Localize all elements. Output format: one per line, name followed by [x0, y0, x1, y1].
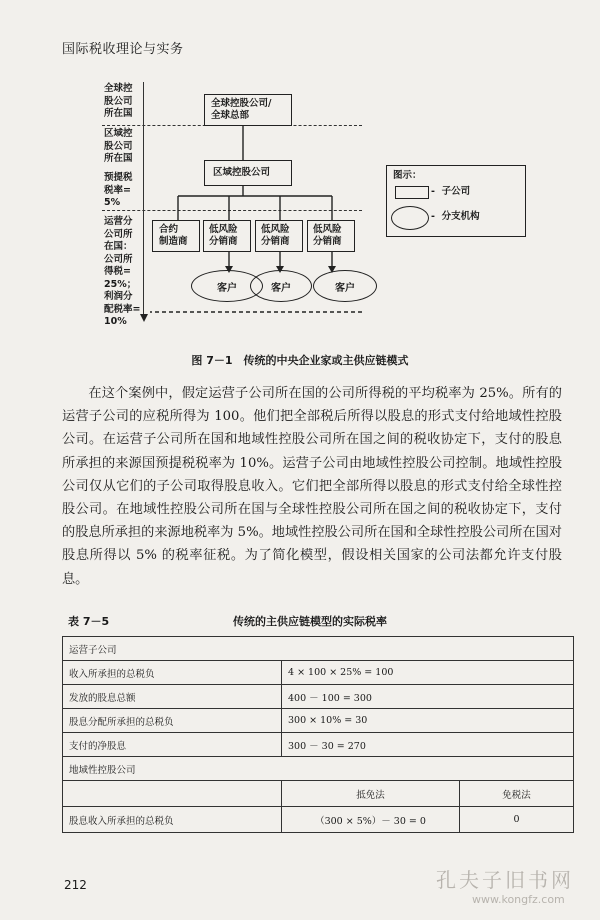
- side-label-withholding: 预提税 税率= 5%: [104, 172, 133, 208]
- table-header-cell: [63, 781, 282, 807]
- table-row: [63, 661, 574, 685]
- table-cell: 300 × 10% = 30: [282, 709, 574, 733]
- table-cell: 400 － 100 = 300: [282, 685, 574, 709]
- table-cell: 0: [460, 807, 574, 833]
- table-header-cell: 免税法: [460, 781, 574, 807]
- legend-oval-label: - 分支机构: [431, 211, 480, 222]
- table-cell: 股息收入所承担的总税负: [63, 807, 282, 833]
- table-number: 表 7－5: [68, 615, 110, 628]
- table-row: [63, 733, 574, 757]
- table-section-header: 运营子公司: [63, 637, 574, 661]
- running-header: 国际税收理论与实务: [62, 42, 184, 57]
- table-row: [63, 757, 574, 781]
- figure-legend: [386, 165, 526, 237]
- body-paragraph: 在这个案例中，假定运营子公司所在国的公司所得税的平均税率为 25%。所有的运营子公司的应税所得为 100。他们把全部税后所得以股息的形式支付给地域性控股公司。在运营子公司所在国和地域性控股公司所在国之间的税收协定下，支付的股息所承担的来源国预提税税率为 10%。运营子公司由地域性控股公司控制。地域性控股公司仅从它们的子公司取得股息收入。它们把全部所得以股息的形式支付给全球性控股公司。在地域性控股公司所在国与全球性控股公司所在国之间的税收协定下，支付的股息所承担的来源地税率为 5%。地域性控股公司所在国和全球性控股公司所在国对股息所得以 5% 的税率征税。为了简化模型，假设相关国家的公司法都允许支付股息。: [62, 386, 562, 587]
- watermark-url: www.kongfz.com: [472, 893, 565, 906]
- table-cell: 4 × 100 × 25% = 100: [282, 661, 574, 685]
- legend-oval-swatch: [391, 206, 429, 230]
- page-number: 212: [64, 878, 87, 892]
- table-header-cell: 抵免法: [282, 781, 460, 807]
- subsidiary-box: 低风险 分销商: [255, 220, 303, 252]
- table-cell: （300 × 5%）－ 30 = 0: [282, 807, 460, 833]
- tax-rate-table: [62, 636, 574, 833]
- table-cell: 发放的股息总额: [63, 685, 282, 709]
- customer-oval: 客户: [191, 270, 263, 302]
- legend-rect-swatch: [395, 186, 429, 199]
- table-cell: 支付的净股息: [63, 733, 282, 757]
- table-cell: 收入所承担的总税负: [63, 661, 282, 685]
- subsidiary-box: 低风险 分销商: [307, 220, 355, 252]
- customer-oval: 客户: [313, 270, 377, 302]
- hq-box: 全球控股公司/ 全球总部: [204, 94, 292, 126]
- legend-title: 图示：: [393, 170, 422, 181]
- subsidiary-box: 合约 制造商: [152, 220, 200, 252]
- side-label-global: 全球控 股公司 所在国: [104, 83, 133, 119]
- subsidiary-box: 低风险 分销商: [203, 220, 251, 252]
- table-row: [63, 685, 574, 709]
- table-row: [63, 807, 574, 833]
- customer-oval: 客户: [250, 270, 312, 302]
- table-cell: 股息分配所承担的总税负: [63, 709, 282, 733]
- regional-holding-box: 区域控股公司: [204, 160, 292, 186]
- legend-rect-label: - 子公司: [431, 186, 471, 197]
- table-row: [63, 781, 574, 807]
- watermark-logo-text: 孔夫子旧书网: [436, 868, 574, 892]
- table-row: [63, 709, 574, 733]
- table-cell: 300 － 30 = 270: [282, 733, 574, 757]
- table-row: [63, 637, 574, 661]
- side-label-operating: 运营分 公司所 在国： 公司所 得税= 25%； 利润分 配税率= 10%: [104, 216, 141, 327]
- figure-caption: 图 7－1 传统的中央企业家或主供应链模式: [191, 354, 409, 367]
- table-section-header: 地域性控股公司: [63, 757, 574, 781]
- table-title: 传统的主供应链模型的实际税率: [233, 615, 387, 628]
- side-label-regional: 区域控 股公司 所在国: [104, 128, 133, 164]
